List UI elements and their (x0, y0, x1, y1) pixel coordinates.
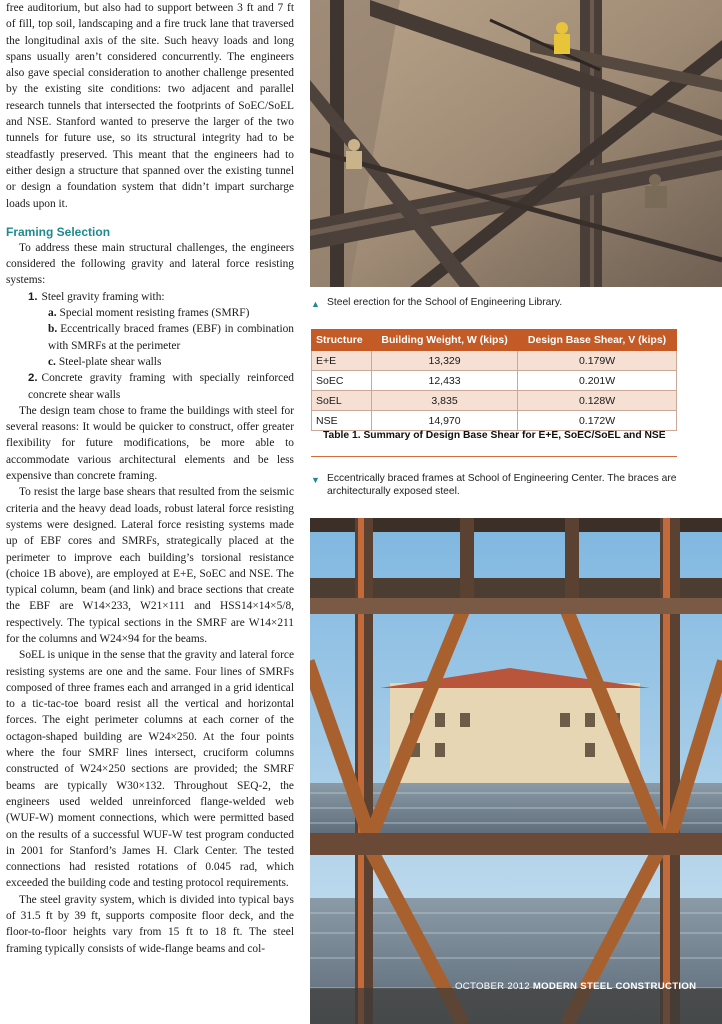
list-letter: a. (48, 307, 57, 320)
paragraph-2: To address these main structural challenges, the engineers considered the following gravity and lateral force resisting systems: (6, 241, 294, 287)
list-item (6, 370, 294, 403)
issue-date: OCTOBER 2012 (455, 981, 530, 992)
table-row (312, 351, 677, 371)
list-subitem (6, 354, 294, 370)
table-cell: 12,433 (372, 371, 518, 391)
steel-erection-photo (310, 0, 722, 287)
paragraph-4: To resist the large base shears that resulted from the seismic criteria and the heavy dead loads, robust lateral force resisting systems were designed. Lateral force resisting systems made up of EBF cores and SMRFs, strategically placed at the perimeter to improve each building’s torsional resistance (choice 1B above), are employed at E+E, SoEC and NSE. The typical column, beam (and link) and brace sections that create the EBF are W14×233, W21×111 and HSS14×14×5/8, respectively. The typical sections in the SMRF are W14×211 for the columns and W24×94 for the beams. (6, 486, 294, 645)
table-cell: 3,835 (372, 391, 518, 411)
list-letter: c. (48, 355, 56, 368)
table-header: Design Base Shear, V (kips) (518, 330, 677, 351)
paragraph-3: The design team chose to frame the buildings with steel for several reasons: It would be quicker to construct, offer greater flexibility for future modifications, be more able to accommodate various architectural elements and be less expensive than concrete framing. (6, 404, 294, 483)
table-cell: 14,970 (372, 411, 518, 431)
caption-text: Steel erection for the School of Engineering Library. (327, 297, 563, 308)
list-number: 2. (28, 372, 38, 385)
table-row (312, 411, 677, 431)
paragraph-5: SoEL is unique in the sense that the gravity and lateral force resisting systems are one and the same. Four lines of SMRFs composed of three frames each and arranged in a grid identical to a tic-tac-toe board resist all the vertical and horizontal forces. The eight perimeter columns at each corner of the octagon-shaped building are W24×250. At the four points where the four SMRF lines intersect, cruciform columns constructed of W24×250 sections are provided; the SMRF beams are typically W30×132. Throughout SEQ-2, the engineers used welded unreinforced flange-welded web (WUF-W) moment connections, which were permitted based on the results of a successful WUF-W test program conducted in 2001 for Stanford’s James H. Clark Center. The tested connections had resisted rotations of 0.045 rad, which exceeded the building code and testing protocol requirements. (6, 649, 294, 890)
paragraph-6: The steel gravity system, which is divided into typical bays of 31.5 ft by 39 ft, supports composite floor deck, and the floor-to-floor heights vary from 15 ft to 18 ft. The steel framing typically consists of wide-flange beams and col- (6, 893, 294, 955)
list-number: 1. (28, 290, 38, 303)
list-item-text: Special moment resisting frames (SMRF) (59, 307, 250, 320)
list-subitem (6, 305, 294, 321)
caption-text: Eccentrically braced frames at School of Engineering Center. The braces are architecturally exposed steel. (327, 473, 677, 497)
list-item-text: Concrete gravity framing with specially reinforced concrete shear walls (28, 372, 294, 401)
table-caption: Table 1. Summary of Design Base Shear for E+E, SoEC/SoEL and NSE (323, 430, 666, 441)
braced-frames-illustration (310, 518, 722, 1024)
table-header: Building Weight, W (kips) (372, 330, 518, 351)
table-cell: SoEC (312, 371, 372, 391)
base-shear-table (311, 329, 677, 431)
table-row (312, 371, 677, 391)
paragraph-1: free auditorium, but also had to support between 3 ft and 7 ft of fill, top soil, landscaping and a fire truck lane that traversed the longitudinal axis of the site. Such heavy loads and long spans usually aren’t considered concurrently. The engineers also gave special consideration to another challenge presented by the existing site conditions: two adjacent and parallel research tunnels that intersected the footprints of SoEC/SoEL and NSE. Stanford wanted to preserve the larger of the two tunnels for future use, so its structural integrity had to be steadfastly preserved. This meant that the engineers had to either design a structure that spanned over the existing tunnel or design a foundation system that didn’t impart surcharge loads upon it. (6, 2, 294, 210)
triangle-up-icon: ▲ (311, 299, 320, 309)
table-cell: NSE (312, 411, 372, 431)
list-item-text: Steel gravity framing with: (41, 290, 165, 303)
page-footer (455, 981, 696, 992)
list-item-text: Steel-plate shear walls (58, 355, 162, 368)
table-cell: 13,329 (372, 351, 518, 371)
steel-erection-illustration (310, 0, 722, 287)
table-header-row (312, 330, 677, 351)
top-photo-caption (311, 297, 697, 310)
article-column (6, 0, 294, 957)
list-subitem (6, 321, 294, 354)
table-cell: 0.128W (518, 391, 677, 411)
divider (311, 456, 677, 457)
list-item-text: Eccentrically braced frames (EBF) in combination with SMRFs at the perimeter (48, 323, 294, 352)
braced-frames-photo (310, 518, 722, 1024)
table-cell: E+E (312, 351, 372, 371)
magazine-name: MODERN STEEL CONSTRUCTION (532, 981, 697, 992)
table-header: Structure (312, 330, 372, 351)
table-cell: 0.179W (518, 351, 677, 371)
table-cell: 0.172W (518, 411, 677, 431)
list-letter: b. (48, 323, 58, 336)
bottom-photo-caption (311, 473, 687, 498)
table-row (312, 391, 677, 411)
list-item (6, 289, 294, 305)
table-cell: SoEL (312, 391, 372, 411)
triangle-down-icon: ▼ (311, 475, 320, 485)
system-options-list (6, 289, 294, 403)
section-heading: Framing Selection (6, 224, 111, 239)
table-cell: 0.201W (518, 371, 677, 391)
